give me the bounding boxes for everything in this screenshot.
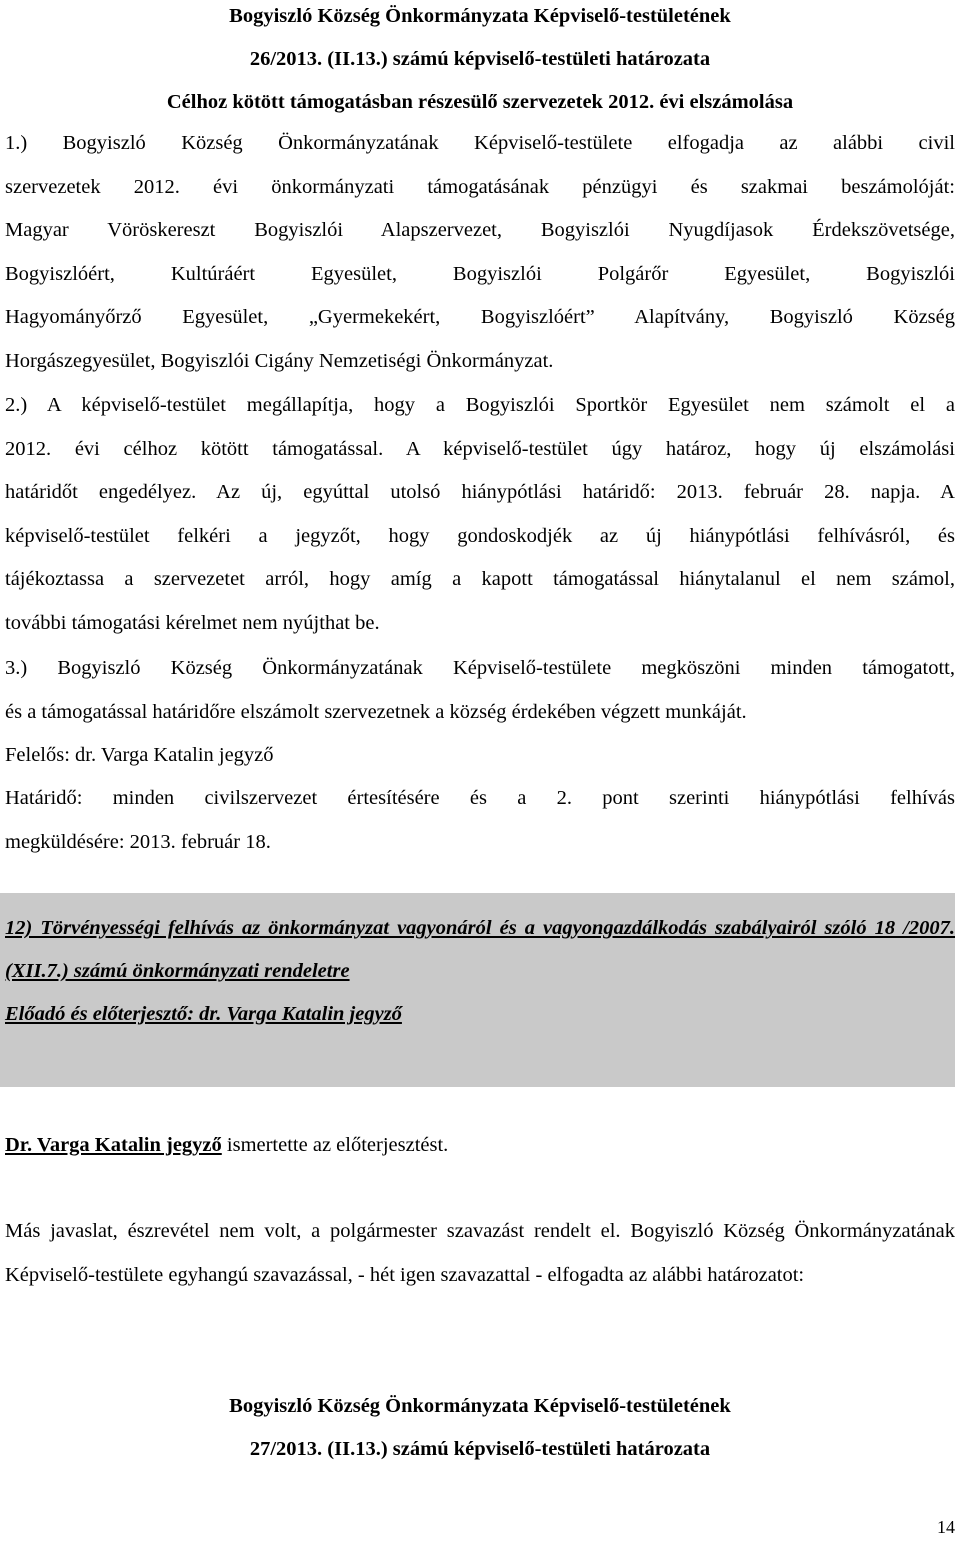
paragraph-line: tájékoztassa a szervezetet arról, hogy amíg a kapott támogatással hiánytalanul el nem számol, bbox=[5, 568, 955, 590]
paragraph-line: Horgászegyesület, Bogyiszlói Cigány Nemzetiségi Önkormányzat. bbox=[5, 349, 554, 372]
presenter-name: Dr. Varga Katalin jegyző bbox=[5, 1134, 222, 1156]
paragraph-line: 2.) A képviselő-testület megállapítja, hogy a Bogyiszlói Sportkör Egyesület nem számolt el a bbox=[5, 394, 955, 416]
responsible-person: Felelős: dr. Varga Katalin jegyző bbox=[5, 744, 274, 766]
paragraph-line: Magyar Vöröskereszt Bogyiszlói Alapszervezet, Bogyiszlói Nyugdíjasok Érdekszövetsége, bbox=[5, 219, 955, 241]
vote-paragraph: Más javaslat, észrevétel nem volt, a polgármester szavazást rendelt el. Bogyiszló Község Önkormányzatának Képviselő-testülete egyhangú szavazással, - hét igen szavazattal - elfogadta az alábbi határozatot: bbox=[5, 1220, 955, 1286]
resolution-heading-body: Bogyiszló Község Önkormányzata Képviselő-testületének bbox=[229, 5, 731, 27]
resolution-paragraph-1 bbox=[5, 122, 955, 383]
resolution-heading-number: 26/2013. (II.13.) számú képviselő-testületi határozata bbox=[249, 48, 711, 70]
paragraph-line: és a támogatással határidőre elszámolt szervezetnek a község érdekében végzett munkáját. bbox=[5, 700, 747, 723]
paragraph-line: 1.) Bogyiszló Község Önkormányzatának Képviselő-testülete elfogadja az alábbi civil bbox=[5, 132, 955, 154]
next-resolution-heading-number: 27/2013. (II.13.) számú képviselő-testületi határozata bbox=[249, 1438, 711, 1460]
paragraph-line: képviselő-testület felkéri a jegyzőt, hogy gondoskodjék az új hiánypótlási felhívásról, és bbox=[5, 524, 955, 547]
resolution-paragraph-3 bbox=[5, 647, 955, 734]
page-number: 14 bbox=[937, 1517, 955, 1537]
paragraph-line: Határidő: minden civilszervezet értesítésére és a 2. pont szerinti hiánypótlási felhívás bbox=[5, 787, 955, 809]
next-resolution-heading-body: Bogyiszló Község Önkormányzata Képviselő-testületének bbox=[229, 1395, 731, 1417]
paragraph-line: megküldésére: 2013. február 18. bbox=[5, 830, 271, 853]
paragraph-line: 2012. évi célhoz kötött támogatással. A képviselő-testület úgy határoz, hogy új elszámolási bbox=[5, 437, 955, 460]
agenda-item-presenter: Előadó és előterjesztő: dr. Varga Katalin jegyző bbox=[5, 1003, 402, 1025]
agenda-item-title: 12) Törvényességi felhívás az önkormányzat vagyonáról és a vagyongazdálkodás szabályairól szóló 18 /2007. (XII.7.) számú önkormányzati rendeletre bbox=[5, 917, 955, 982]
paragraph-line: további támogatási kérelmet nem nyújthat be. bbox=[5, 611, 380, 634]
deadline-paragraph bbox=[5, 777, 955, 864]
paragraph-line: szervezetek 2012. évi önkormányzati támogatásának pénzügyi és szakmai beszámolóját: bbox=[5, 175, 955, 198]
paragraph-line: határidőt engedélyez. Az új, egyúttal utolsó hiánypótlási határidő: 2013. február 28. napja. A bbox=[5, 481, 955, 503]
paragraph-line: 3.) Bogyiszló Község Önkormányzatának Képviselő-testülete megköszöni minden támogatott, bbox=[5, 657, 955, 679]
resolution-paragraph-2 bbox=[5, 384, 955, 645]
presentation-statement-text: ismertette az előterjesztést. bbox=[221, 1134, 449, 1156]
presentation-statement bbox=[5, 1124, 448, 1167]
resolution-heading-subject: Célhoz kötött támogatásban részesülő szervezetek 2012. évi elszámolása bbox=[166, 91, 794, 113]
paragraph-line: Bogyiszlóért, Kultúráért Egyesület, Bogyiszlói Polgárőr Egyesület, Bogyiszlói bbox=[5, 262, 955, 285]
paragraph-line: Hagyományőrző Egyesület, „Gyermekekért, Bogyiszlóért” Alapítvány, Bogyiszló Község bbox=[5, 306, 955, 328]
